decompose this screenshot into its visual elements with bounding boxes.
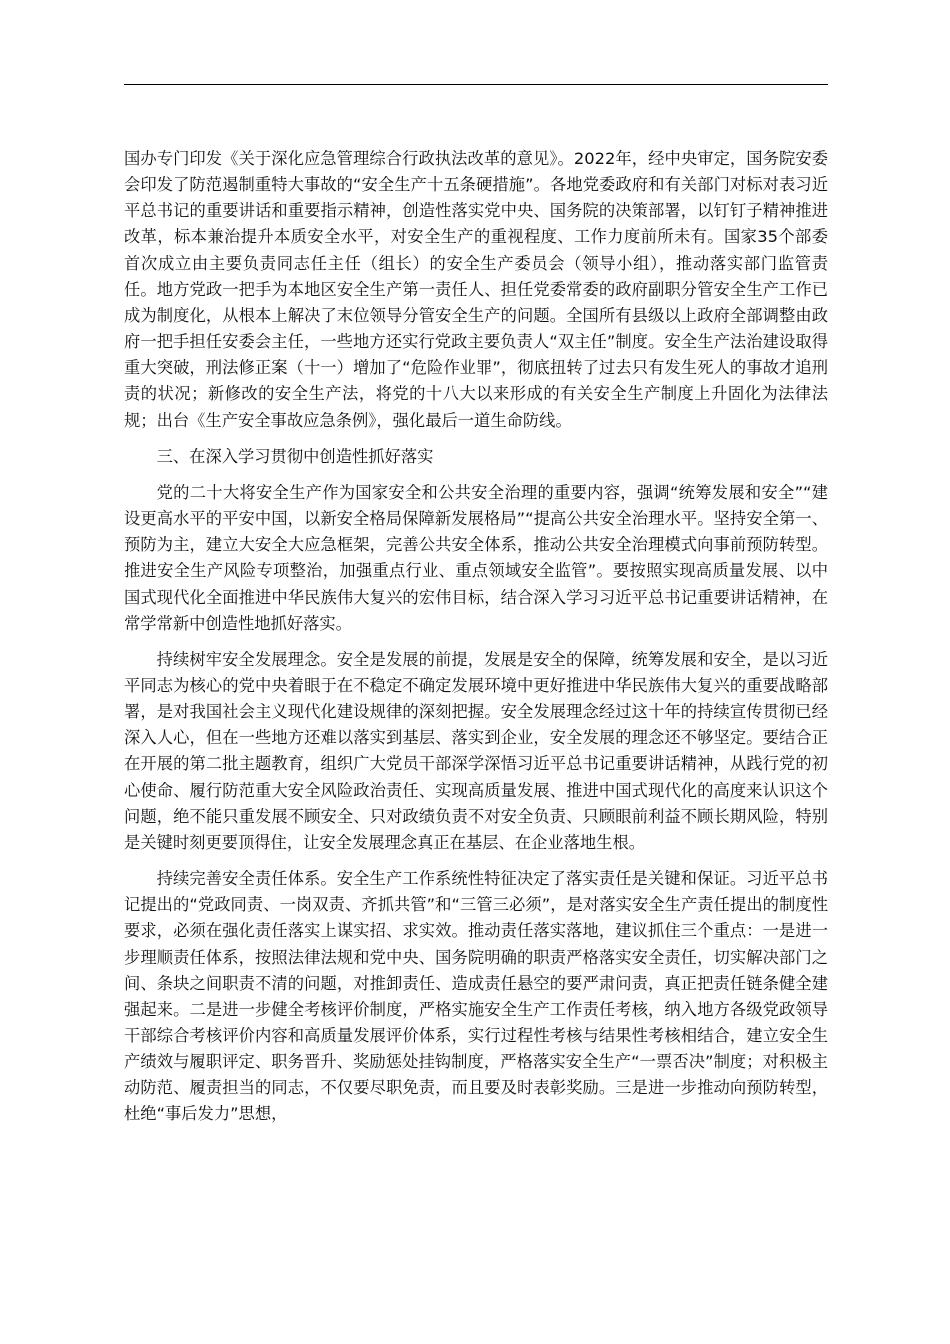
paragraph-1: 国办专门印发《关于深化应急管理综合行政执法改革的意见》。2022年，经中央审定，国务院安委会印发了防范遏制重特大事故的“安全生产十五条硬措施”。各地党委政府和有关部门对标对表习近平总书记的重要讲话和重要指示精神，创造性落实党中央、国务院的决策部署，以钉钉子精神推进改革，标本兼治提升本质安全水平，对安全生产的重视程度、工作力度前所未有。国家35个部委首次成立由主要负责同志任主任（组长）的安全生产委员会（领导小组），推动落实部门监管责任。地方党政一把手为本地区安全生产第一责任人、担任党委常委的政府副职分管安全生产工作已成为制度化，从根本上解决了末位领导分管安全生产的问题。全国所有县级以上政府全部调整由政府一把手担任安委会主任，一些地方还实行党政主要负责人“双主任”制度。安全生产法治建设取得重大突破，刑法修正案（十一）增加了“危险作业罪”，彻底扭转了过去只有发生死人的事故才追刑责的状况；新修改的安全生产法，将党的十八大以来形成的有关安全生产制度上升固化为法律法规；出台《生产安全事故应急条例》，强化最后一道生命防线。 xyxy=(124,149,828,430)
section-heading: 三、在深入学习贯彻中创造性抓好落实 xyxy=(156,446,434,466)
document-body xyxy=(124,146,828,1128)
header-rule xyxy=(124,84,828,85)
paragraph-2: 党的二十大将安全生产作为国家安全和公共安全治理的重要内容，强调“统筹发展和安全”“建设更高水平的平安中国，以新安全格局保障新发展格局”“提高公共安全治理水平。坚持安全第一、预防为主，建立大安全大应急框架，完善公共安全体系，推动公共安全治理模式向事前预防转型。推进安全生产风险专项整治，加强重点行业、重点领域安全监管”。要按照实现高质量发展、以中国式现代化全面推进中华民族伟大复兴的宏伟目标，结合深入学习习近平总书记重要讲话精神，在常学常新中创造性地抓好落实。 xyxy=(124,482,828,633)
paragraph-4: 持续完善安全责任体系。安全生产工作系统性特征决定了落实责任是关键和保证。习近平总书记提出的“党政同责、一岗双责、齐抓共管”和“三管三必须”，是对落实安全生产责任提出的制度性要求，必须在强化责任落实上谋实招、求实效。推动责任落实落地，建议抓住三个重点：一是进一步理顺责任体系，按照法律法规和党中央、国务院明确的职责严格落实安全责任，切实解决部门之间、条块之间职责不清的问题，对推卸责任、造成责任悬空的要严肃问责，真正把责任链条健全建强起来。二是进一步健全考核评价制度，严格实施安全生产工作责任考核，纳入地方各级党政领导干部综合考核评价内容和高质量发展评价体系，实行过程性考核与结果性考核相结合，建立安全生产绩效与履职评定、职务晋升、奖励惩处挂钩制度，严格落实安全生产“一票否决”制度；对积极主动防范、履责担当的同志，不仅要尽职免责，而且要及时表彰奖励。三是进一步推动向预防转型，杜绝“事后发力”思想， xyxy=(124,869,828,1124)
paragraph-3: 持续树牢安全发展理念。安全是发展的前提，发展是安全的保障，统筹发展和安全，是以习近平同志为核心的党中央着眼于在不稳定不确定发展环境中更好推进中华民族伟大复兴的重要战略部署，是对我国社会主义现代化建设规律的深刻把握。安全发展理念经过这十年的持续宣传贯彻已经深入人心，但在一些地方还难以落实到基层、落实到企业，安全发展的理念还不够坚定。要结合正在开展的第二批主题教育，组织广大党员干部深学深悟习近平总书记重要讲话精神，从践行党的初心使命、履行防范重大安全风险政治责任、实现高质量发展、推进中国式现代化的高度来认识这个问题，绝不能只重发展不顾安全、只对政绩负责不对安全负责、只顾眼前利益不顾长期风险，特别是关键时刻更要顶得住，让安全发展理念真正在基层、在企业落地生根。 xyxy=(124,649,828,852)
